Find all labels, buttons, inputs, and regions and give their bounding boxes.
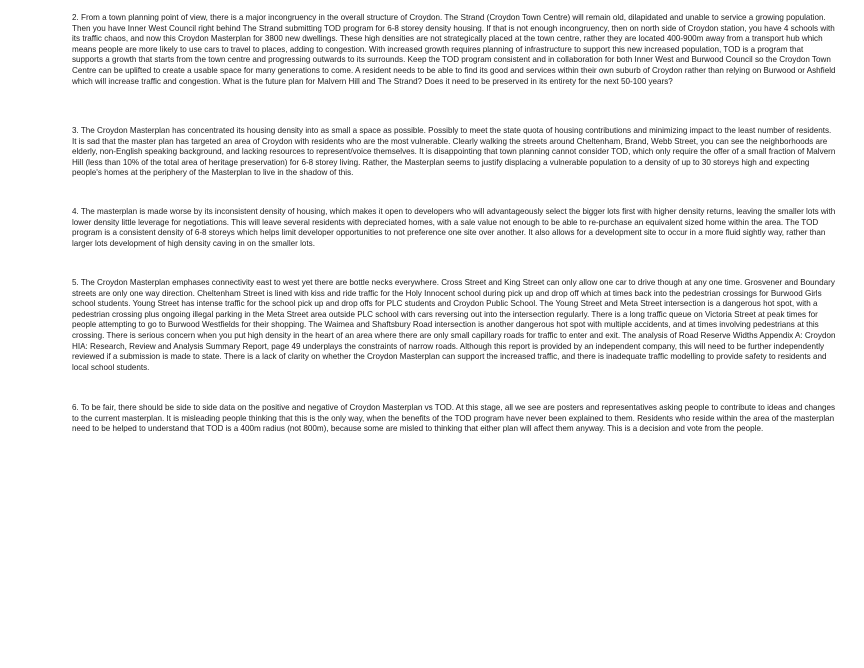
paragraph-3: 3. The Croydon Masterplan has concentrated its housing density into as small a space as possible. Possibly to meet the state quota of housing contributions and minimizing impact to the least number of residents. It is sad that the master plan has targeted an area of Croydon with residents who are the most vulnerable. Clearly walking the streets around Cheltenham, Brand, Webb Street, you can see the neighborhoods are elderly, non-English speaking background, and lacking resources to represent/voice themselves. It is disappointing that town planning cannot consider TOD, which only require the offer of a small fraction of Malvern Hill (less than 10% of the total area of heritage preservation) for 6-8 storey living. Rather, the Masterplan seems to justify displacing a vulnerable population to a density of up to 30 storeys high and expecting people's homes at the periphery of the Masterplan to live in the shadow of this. <box>72 126 836 178</box>
paragraph-2: 2. From a town planning point of view, there is a major incongruency in the overall structure of Croydon. The Strand (Croydon Town Centre) will remain old, dilapidated and unable to service a growing population. Then you have Inner West Council right behind The Strand submitting TOD program for 6-8 storey density housing. If that is not enough incongruency, then on north side of Croydon station, you have 4 schools with its traffic chaos, and now this Croydon Masterplan for 3800 new dwellings. These high densities are not strategically placed at the town centre, rather they are located 400-900m away from a transport hub which means people are more likely to use cars to travel to places, adding to congestion. With increased growth requires planning of infrastructure to support this new increased population, TOD is a program that supports a growth that starts from the town centre and progressing outwards to its surrounds. Keep the TOD program consistent and in collaboration for both Inner West and Burwood Council so the Croydon Town Centre can be uplifted to create a usable space for many generations to come. A resident needs to be able to find its good and services within their own suburb of Croydon rather than relying on Burwood or Ashfield which will increase traffic and congestion. What is the future plan for Malvern Hill and The Strand? Does it need to be preserved in its entirety for the next 50-100 years? <box>72 13 836 86</box>
paragraph-4: 4. The masterplan is made worse by its inconsistent density of housing, which makes it open to developers who will advantageously select the bigger lots first with higher density returns, leaving the smaller lots with lower density little leverage for negotiations. This will leave several residents with depreciated homes, with a sale value not enough to be able to re-purchase an equivalent sized home within the area. The TOD program is a consistent density of 6-8 storeys which helps limit developer opportunities to not preference one site over another. It also allows for a development site to occur in a more fluid sightly way, rather than larger lots development of high density caving in on the smaller lots. <box>72 207 836 248</box>
paragraph-6: 6. To be fair, there should be side to side data on the positive and negative of Croydon Masterplan vs TOD. At this stage, all we see are posters and representatives asking people to contribute to ideas and changes to the current masterplan. It is misleading people thinking that this is the only way, when the benefits of the TOD program have never been explained to them. Residents who reside within the area of the masterplan need to be helped to understand that TOD is a 400m radius (not 800m), because some are misled to thinking that either plan will affect them anyway. This is a decision and vote from the people. <box>72 403 836 434</box>
paragraph-5: 5. The Croydon Masterplan emphases connectivity east to west yet there are bottle necks everywhere. Cross Street and King Street can only allow one car to drive though at any one time. Grosvener and Boundary streets are only one way direction. Cheltenham Street is lined with kiss and ride traffic for the Holy Innocent school during pick up and drop off which at times back into the pedestrian crossings for Burwood Girls school students. Young Street has intense traffic for the school pick up and drop offs for PLC students and Croydon Public School. The Young Street and Meta Street intersection is a dangerous hot spot, with a pedestrian crossing plus ongoing illegal parking in the Meta Street area outside PLC school with cars reversing out into the intersection regularly. There is a long traffic queue on Victoria Street at peak times for people attempting to go to Burwood Westfields for their shopping. The Waimea and Shaftsbury Road intersection is another dangerous hot spot with multiple accidents, and at times involving pedestrians at this crossing. There is serious concern when you put high density in the heart of an area where there are only small capillary roads for traffic to enter and exit. The analysis of Road Reserve Widths Appendix A: Croydon HIA: Research, Review and Analysis Summary Report, page 49 underplays the constraints of narrow roads. Although this report is provided by an independent company, this will need to be further independently reviewed if a submission is made to state. There is a lack of clarity on whether the Croydon Masterplan can support the increased traffic, and there is inadequate traffic modelling to provide safety to residents and local school students. <box>72 278 836 372</box>
